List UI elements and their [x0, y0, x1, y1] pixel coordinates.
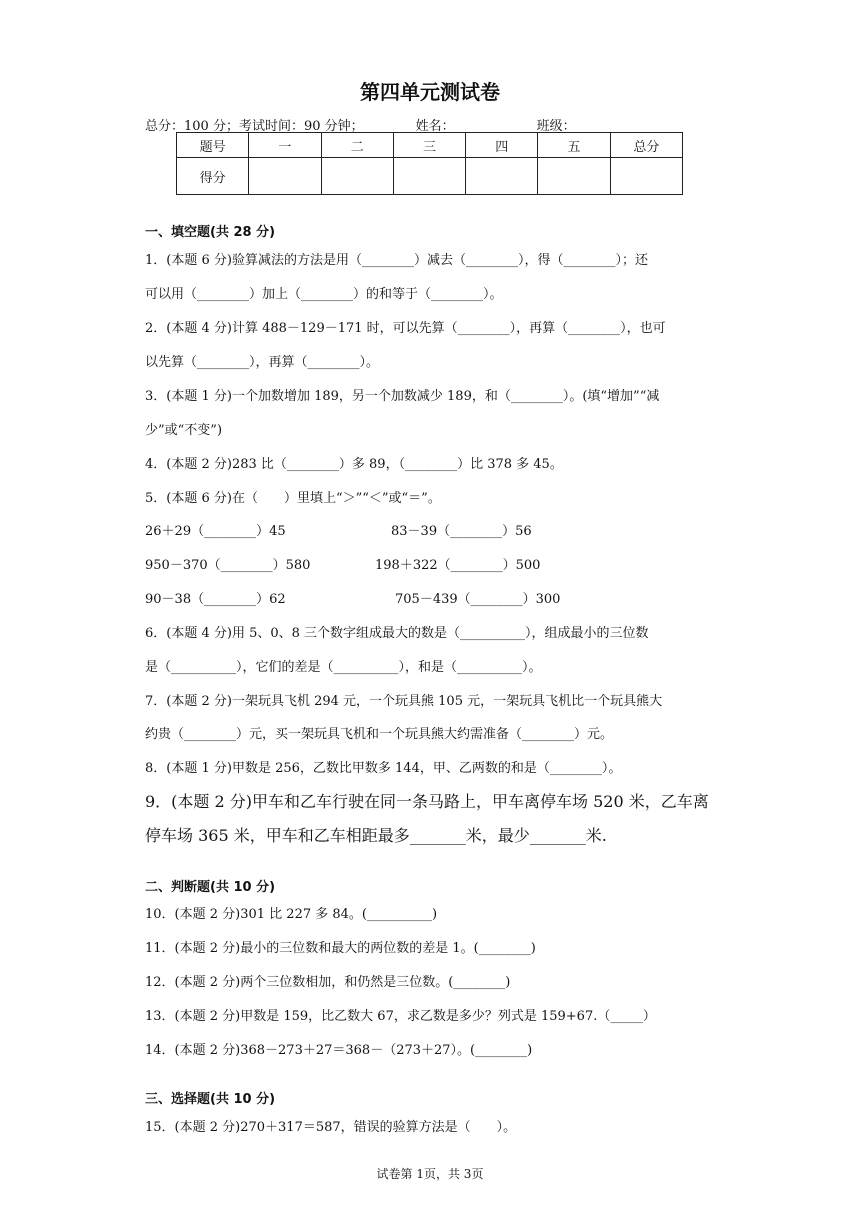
question-2-line-2: 以先算（________），再算（________）。 [145, 355, 380, 370]
question-1-line-2: 可以用（________）加上（________）的和等于（________）。 [145, 287, 503, 302]
score-cell[interactable] [321, 158, 393, 195]
question-13: 13．(本题 2 分)甲数是 159，比乙数大 67，求乙数是多少？列式是 159+67.（_____） [145, 1009, 656, 1024]
score-cell[interactable] [610, 158, 682, 195]
name-label: 姓名： [415, 119, 455, 134]
score-table-header-row [177, 133, 683, 158]
question-5-item: 26＋29（________）45 [145, 524, 286, 539]
score-table-header-cell: 二 [321, 133, 393, 158]
score-cell[interactable] [466, 158, 538, 195]
question-5-item: 90－38（________）62 [145, 592, 286, 607]
score-table [176, 132, 683, 195]
class-blank [576, 118, 662, 133]
question-7-line-1: 7．(本题 2 分)一架玩具飞机 294 元，一个玩具熊 105 元，一架玩具飞机比一个玩具熊大 [145, 694, 663, 709]
question-9-line-2: 停车场 365 米，甲车和乙车相距最多_______米，最少_______米. [145, 826, 607, 845]
question-9-line-1: 9．(本题 2 分)甲车和乙车行驶在同一条马路上，甲车离停车场 520 米，乙车离 [145, 792, 709, 811]
question-3-line-1: 3．(本题 1 分)一个加数增加 189，另一个加数减少 189，和（________）。(填“增加”“减 [145, 389, 660, 404]
question-14: 14．(本题 2 分)368－273＋27＝368－（273＋27）。(________) [145, 1043, 533, 1058]
score-table-score-row [177, 158, 683, 195]
question-1-line-1: 1．(本题 6 分)验算减法的方法是用（________）减去（________），得（________）；还 [145, 253, 648, 268]
question-5-item: 950－370（________）580 [145, 558, 311, 573]
question-6-line-1: 6．(本题 4 分)用 5、0、8 三个数字组成最大的数是（__________），组成最小的三位数 [145, 626, 649, 641]
score-table-header-cell: 五 [538, 133, 610, 158]
section-heading-fill-blank: 一、填空题(共 28 分) [145, 225, 276, 240]
score-table-header-cell: 题号 [177, 133, 249, 158]
page-footer: 试卷第 1页，共 3页 [376, 1167, 484, 1181]
score-time-text: 总分：100 分；考试时间：90 分钟； [145, 119, 364, 134]
question-8: 8．(本题 1 分)甲数是 256，乙数比甲数多 144，甲、乙两数的和是（________）。 [145, 761, 622, 776]
question-10: 10．(本题 2 分)301 比 227 多 84。(__________) [145, 907, 438, 922]
question-5: 5．(本题 6 分)在（ ）里填上“＞”“＜”或“＝”。 [145, 491, 441, 506]
score-cell[interactable] [393, 158, 465, 195]
score-cell[interactable] [249, 158, 321, 195]
question-15: 15．(本题 2 分)270＋317＝587，错误的验算方法是（ ）。 [145, 1120, 517, 1135]
score-row-label: 得分 [177, 158, 249, 195]
question-3-line-2: 少”或“不变”) [145, 423, 223, 438]
class-label: 班级： [536, 119, 576, 134]
score-table-header-cell: 四 [466, 133, 538, 158]
score-table-header-cell: 三 [393, 133, 465, 158]
name-blank [455, 118, 537, 133]
question-7-line-2: 约贵（________）元，买一架玩具飞机和一个玩具熊大约需准备（________）元。 [145, 727, 614, 742]
question-6-line-2: 是（__________），它们的差是（__________），和是（__________）。 [145, 660, 542, 675]
section-heading-choice: 三、选择题(共 10 分) [145, 1092, 276, 1107]
question-12: 12．(本题 2 分)两个三位数相加，和仍然是三位数。(________) [145, 975, 511, 990]
page-title: 第四单元测试卷 [360, 80, 500, 104]
score-table-header-cell: 总分 [610, 133, 682, 158]
question-2-line-1: 2．(本题 4 分)计算 488－129－171 时，可以先算（________），再算（________），也可 [145, 321, 666, 336]
question-11: 11．(本题 2 分)最小的三位数和最大的两位数的差是 1。(________) [145, 941, 536, 956]
question-5-item: 705－439（________）300 [395, 592, 561, 607]
score-table-header-cell: 一 [249, 133, 321, 158]
section-heading-judgement: 二、判断题(共 10 分) [145, 880, 276, 895]
question-4: 4．(本题 2 分)283 比（________）多 89，（________）比 378 多 45。 [145, 457, 563, 472]
question-5-item: 198＋322（________）500 [375, 558, 541, 573]
score-cell[interactable] [538, 158, 610, 195]
question-5-item: 83－39（________）56 [391, 524, 532, 539]
